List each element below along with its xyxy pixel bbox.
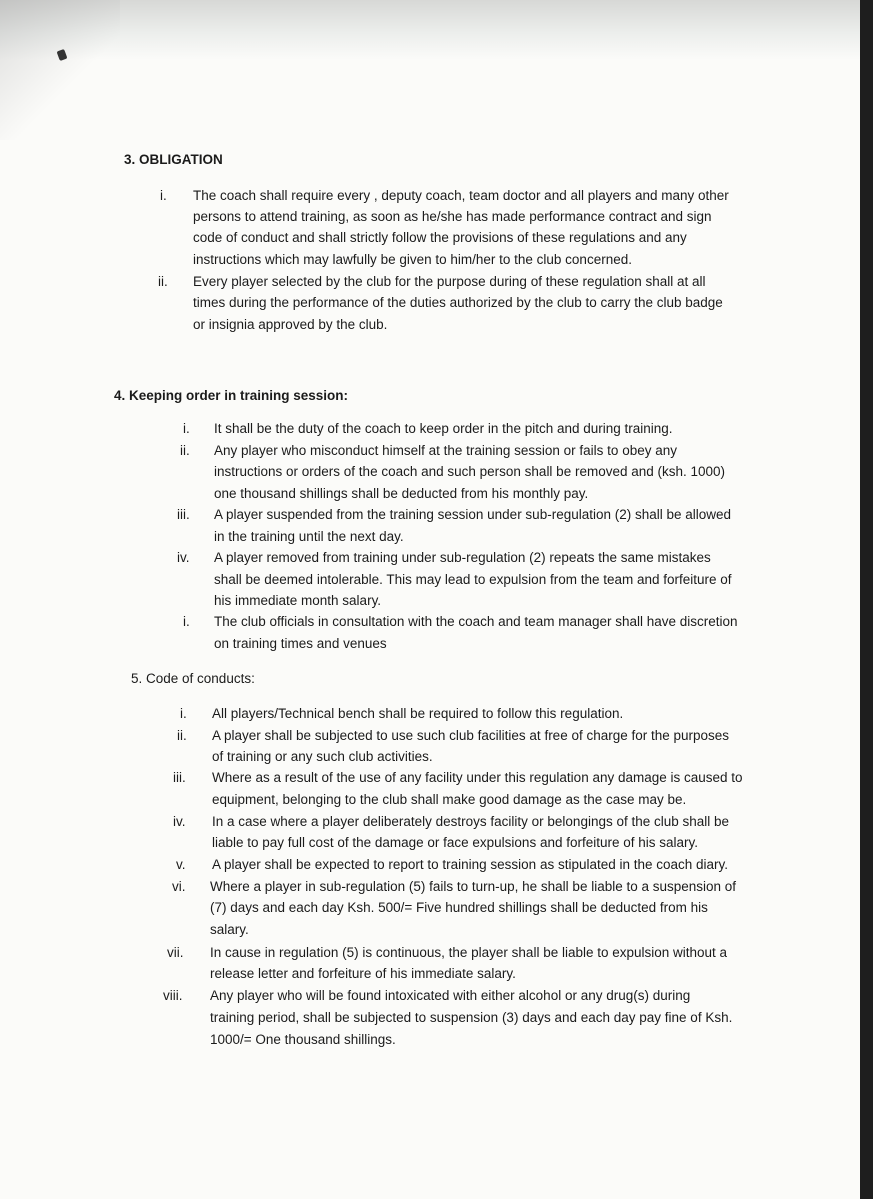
item-line: training period, shall be subjected to suspension (3) days and each day pay fine of Ksh.	[210, 1010, 733, 1025]
item-line: on training times and venues	[214, 636, 387, 651]
item-line: In cause in regulation (5) is continuous, the player shall be liable to expulsion without a	[210, 945, 728, 960]
item-line: Where as a result of the use of any facility under this regulation any damage is caused to	[212, 770, 743, 785]
item-number: ii.	[180, 443, 190, 458]
item-line: liable to pay full cost of the damage or face expulsions and forfeiture of his salary.	[212, 835, 699, 850]
item-number: iv.	[177, 550, 190, 565]
item-number: iv.	[173, 814, 186, 829]
item-line: times during the performance of the duties authorized by the club to carry the club badge	[193, 295, 723, 310]
item-number: i.	[160, 188, 167, 203]
page-top-shadow	[0, 0, 860, 60]
item-line: It shall be the duty of the coach to keep order in the pitch and during training.	[214, 421, 673, 436]
page-fold-shadow	[0, 0, 120, 140]
item-line: All players/Technical bench shall be required to follow this regulation.	[212, 706, 624, 721]
item-line: In a case where a player deliberately destroys facility or belongings of the club shall be	[212, 814, 730, 829]
item-line: Any player who will be found intoxicated with either alcohol or any drug(s) during	[210, 988, 691, 1003]
item-line: 1000/= One thousand shillings.	[210, 1032, 396, 1047]
item-line: A player suspended from the training session under sub-regulation (2) shall be allowed	[214, 507, 732, 522]
item-line: persons to attend training, as soon as he/she has made performance contract and sign	[193, 209, 712, 224]
item-line: shall be deemed intolerable. This may lead to expulsion from the team and forfeiture of	[214, 572, 732, 587]
item-line: instructions or orders of the coach and such person shall be removed and (ksh. 1000)	[214, 464, 726, 479]
item-number: iii.	[173, 770, 186, 785]
item-number: vi.	[172, 879, 186, 894]
item-number: iii.	[177, 507, 190, 522]
item-number: i.	[183, 421, 190, 436]
item-line: The club officials in consultation with the coach and team manager shall have discretion	[214, 614, 738, 629]
item-line: A player removed from training under sub-regulation (2) repeats the same mistakes	[214, 550, 711, 565]
item-line: The coach shall require every , deputy coach, team doctor and all players and many other	[193, 188, 729, 203]
item-number: v.	[176, 857, 186, 872]
item-number: i.	[180, 706, 187, 721]
item-line: A player shall be subjected to use such club facilities at free of charge for the purposes	[212, 728, 730, 743]
item-line: of training or any such club activities.	[212, 749, 433, 764]
item-number: ii.	[158, 274, 168, 289]
section-heading-code-of-conducts: 5. Code of conducts:	[131, 671, 255, 686]
item-line: salary.	[210, 922, 249, 937]
item-number: ii.	[177, 728, 187, 743]
item-number: vii.	[167, 945, 184, 960]
item-line: instructions which may lawfully be given to him/her to the club concerned.	[193, 252, 632, 267]
section-heading-obligation: 3. OBLIGATION	[124, 152, 223, 167]
item-line: or insignia approved by the club.	[193, 317, 388, 332]
item-line: A player shall be expected to report to training session as stipulated in the coach diary.	[212, 857, 729, 872]
background-edge	[860, 0, 873, 1199]
item-line: code of conduct and shall strictly follow the provisions of these regulations and any	[193, 230, 687, 245]
item-line: Where a player in sub-regulation (5) fails to turn-up, he shall be liable to a suspension of	[210, 879, 737, 894]
item-number: i.	[183, 614, 190, 629]
section-heading-keeping-order: 4. Keeping order in training session:	[114, 388, 349, 403]
item-line: release letter and forfeiture of his immediate salary.	[210, 966, 516, 981]
item-line: Every player selected by the club for the purpose during of these regulation shall at all	[193, 274, 706, 289]
item-line: in the training until the next day.	[214, 529, 404, 544]
item-line: one thousand shillings shall be deducted from his monthly pay.	[214, 486, 589, 501]
item-line: his immediate month salary.	[214, 593, 382, 608]
item-line: equipment, belonging to the club shall make good damage as the case may be.	[212, 792, 687, 807]
item-line: (7) days and each day Ksh. 500/= Five hundred shillings shall be deducted from his	[210, 900, 708, 915]
item-number: viii.	[163, 988, 183, 1003]
item-line: Any player who misconduct himself at the training session or fails to obey any	[214, 443, 677, 458]
